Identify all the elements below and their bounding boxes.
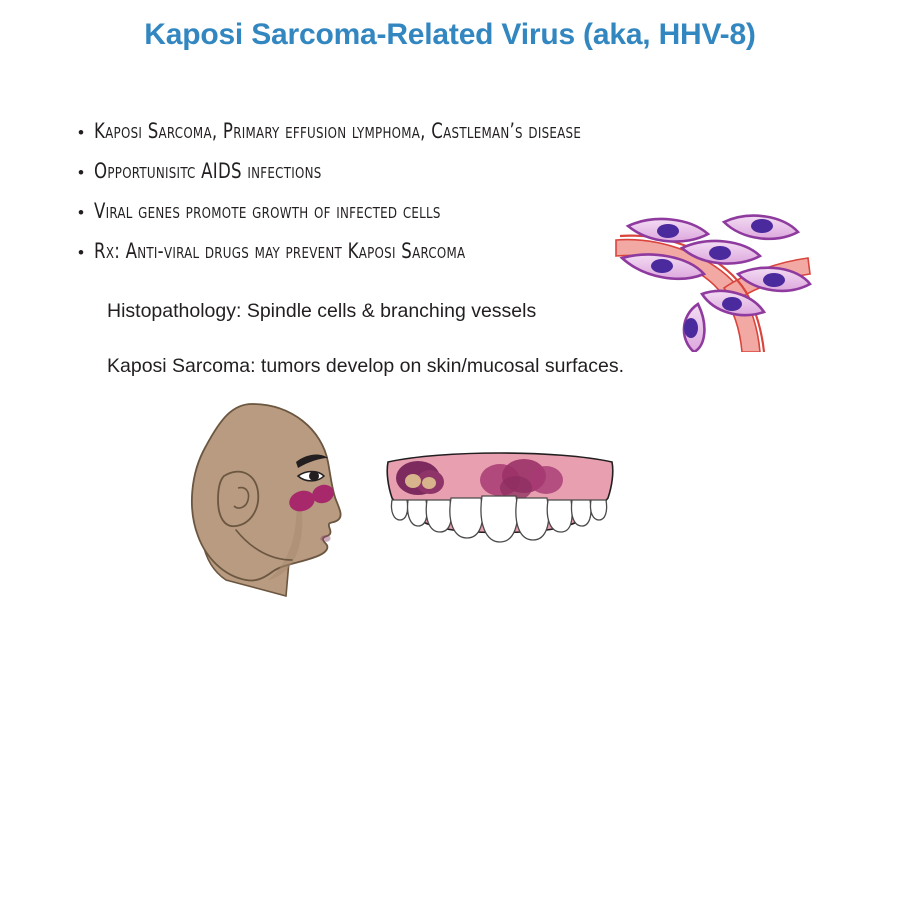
spindle-cells-illustration bbox=[612, 212, 812, 352]
bullet-marker-icon: • bbox=[78, 123, 84, 142]
caption-histopathology: Histopathology: Spindle cells & branching vessels bbox=[107, 300, 537, 322]
bullet-marker-icon: • bbox=[78, 163, 84, 182]
head-profile-illustration bbox=[180, 400, 365, 605]
bullet-marker-icon: • bbox=[78, 243, 84, 262]
bullet-marker-icon: • bbox=[78, 203, 84, 222]
bullet-item-aids-infections bbox=[78, 158, 838, 184]
teeth-row bbox=[391, 496, 606, 542]
bullet-text-viral-genes: Viral genes promote growth of infected cells bbox=[94, 199, 441, 223]
bullet-item-diseases bbox=[78, 118, 838, 144]
slide-title: Kaposi Sarcoma-Related Virus (aka, HHV-8) bbox=[144, 18, 756, 51]
caption-lesions: Kaposi Sarcoma: tumors develop on skin/mucosal surfaces. bbox=[107, 355, 624, 377]
oral-lesions-illustration bbox=[382, 450, 618, 545]
bullet-text-treatment: Rx: Anti-viral drugs may prevent Kaposi Sarcoma bbox=[94, 239, 466, 263]
bullet-text-aids-infections: Opportunisitc AIDS infections bbox=[94, 159, 322, 183]
eye-pupil bbox=[309, 471, 319, 481]
bullet-text-diseases: Kaposi Sarcoma, Primary effusion lymphoma, Castleman’s disease bbox=[94, 119, 582, 143]
